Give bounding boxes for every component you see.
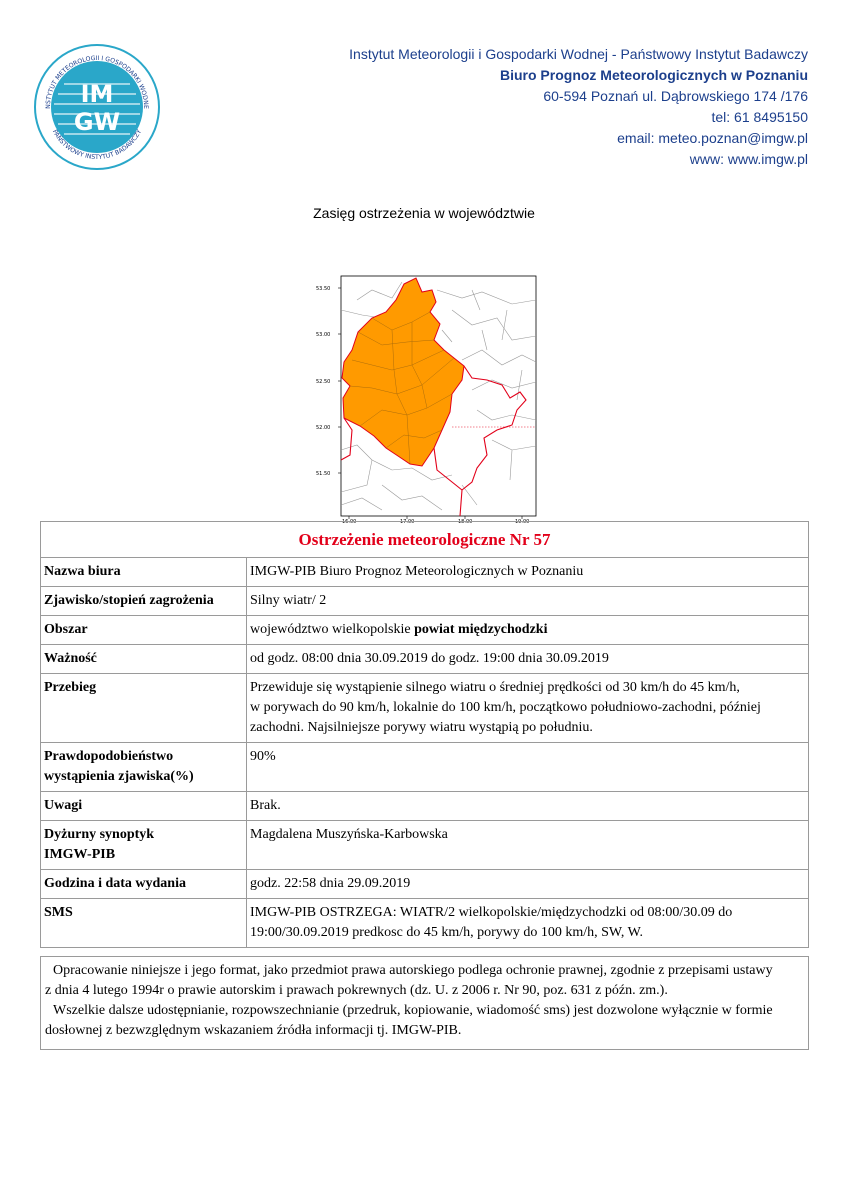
logo-top-text: NSTYTUT METEOROLOGII I GOSPODARKI WODNE xyxy=(44,54,150,109)
x-tick: 19.00 xyxy=(515,519,530,525)
area-county: powiat międzychodzki xyxy=(414,622,548,637)
row-value: Silny wiatr/ 2 xyxy=(247,587,809,616)
row-label: Ważność xyxy=(41,645,247,674)
x-tick: 16.00 xyxy=(342,519,357,525)
row-label xyxy=(41,821,247,870)
copyright-line: z dnia 4 lutego 1994r o prawie autorskim i prawach pokrewnych (dz. U. z 2006 r. Nr 90, poz. 631 z późn. zm.). xyxy=(45,983,668,998)
imgw-logo xyxy=(34,44,160,170)
label-line: Dyżurny synoptyk xyxy=(44,827,155,842)
row-label: Zjawisko/stopień zagrożenia xyxy=(41,587,247,616)
table-row xyxy=(41,587,809,616)
table-row xyxy=(41,674,809,743)
warning-area-map xyxy=(312,270,542,526)
table-row xyxy=(41,558,809,587)
row-label: Nazwa biura xyxy=(41,558,247,587)
svg-text:GW: GW xyxy=(73,108,121,136)
table-row xyxy=(41,743,809,792)
row-value: Brak. xyxy=(247,792,809,821)
table-row xyxy=(41,870,809,899)
warning-title: Ostrzeżenie meteorologiczne Nr 57 xyxy=(41,522,809,558)
sms-line: IMGW-PIB OSTRZEGA: WIATR/2 wielkopolskie/międzychodzki od 08:00/30.09 do xyxy=(250,905,733,920)
scope-title: Zasięg ostrzeżenia w województwie xyxy=(313,205,535,221)
course-line: w porywach do 90 km/h, lokalnie do 100 km/h, początkowo południowo-zachodni, później xyxy=(250,700,761,715)
label-line: IMGW-PIB xyxy=(44,847,116,862)
row-value xyxy=(247,674,809,743)
warning-table xyxy=(40,521,809,948)
row-label: Uwagi xyxy=(41,792,247,821)
copyright-line: Opracowanie niniejsze i jego format, jako przedmiot prawa autorskiego podlega ochronie prawnej, zgodnie z przepisami ustawy xyxy=(53,963,773,978)
x-tick: 18.00 xyxy=(458,519,473,525)
course-line: Przewiduje się wystąpienie silnego wiatru o średniej prędkości od 30 km/h do 45 km/h, xyxy=(250,680,740,695)
table-row xyxy=(41,899,809,948)
label-line: Prawdopodobieństwo xyxy=(44,749,174,764)
logo-bottom-text: PAŃSTWOWY INSTYTUT BADAWCZY xyxy=(50,128,144,161)
row-value xyxy=(247,616,809,645)
institute-name: Instytut Meteorologii i Gospodarki Wodnej - Państwowy Instytut Badawczy xyxy=(349,46,808,62)
table-row xyxy=(41,821,809,870)
table-row xyxy=(41,616,809,645)
y-tick: 52.50 xyxy=(316,379,331,385)
address: 60-594 Poznań ul. Dąbrowskiego 174 /176 xyxy=(543,88,808,104)
row-label xyxy=(41,743,247,792)
table-row xyxy=(41,792,809,821)
row-label: Przebieg xyxy=(41,674,247,743)
table-row xyxy=(41,645,809,674)
y-tick: 53.00 xyxy=(316,332,331,338)
copyright-line: Wszelkie dalsze udostępnianie, rozpowszechnianie (przedruk, kopiowanie, wiadomość sms) jest dozwolone wyłącznie w formie xyxy=(53,1003,773,1018)
copyright-paragraph xyxy=(41,961,808,1001)
copyright-notice xyxy=(40,956,809,1050)
institute-header xyxy=(349,44,808,170)
row-value xyxy=(247,899,809,948)
row-label: Godzina i data wydania xyxy=(41,870,247,899)
copyright-paragraph xyxy=(41,1001,808,1041)
row-label: SMS xyxy=(41,899,247,948)
course-line: zachodni. Najsilniejsze porywy wiatru wystąpią po południu. xyxy=(250,720,593,735)
sms-line: 19:00/30.09.2019 predkosc do 45 km/h, porywy do 100 km/h, SW, W. xyxy=(250,925,644,940)
row-value: Magdalena Muszyńska-Karbowska xyxy=(247,821,809,870)
svg-text:IM: IM xyxy=(80,80,114,108)
label-line: wystąpienia zjawiska(%) xyxy=(44,769,194,784)
x-tick: 17.00 xyxy=(400,519,415,525)
y-tick: 52.00 xyxy=(316,425,331,431)
y-tick: 53.50 xyxy=(316,286,331,292)
email[interactable]: email: meteo.poznan@imgw.pl xyxy=(617,130,808,146)
row-value: IMGW-PIB Biuro Prognoz Meteorologicznych w Poznaniu xyxy=(247,558,809,587)
row-value: od godz. 08:00 dnia 30.09.2019 do godz. 19:00 dnia 30.09.2019 xyxy=(247,645,809,674)
y-tick: 51.50 xyxy=(316,471,331,477)
row-label: Obszar xyxy=(41,616,247,645)
row-value: 90% xyxy=(247,743,809,792)
row-value: godz. 22:58 dnia 29.09.2019 xyxy=(247,870,809,899)
office-name: Biuro Prognoz Meteorologicznych w Poznaniu xyxy=(499,67,808,83)
area-text: województwo wielkopolskie xyxy=(250,622,415,637)
website[interactable]: www: www.imgw.pl xyxy=(689,151,808,167)
phone: tel: 61 8495150 xyxy=(711,109,808,125)
copyright-line: dosłownej z bezwzględnym wskazaniem źródła informacji tj. IMGW-PIB. xyxy=(45,1023,462,1038)
